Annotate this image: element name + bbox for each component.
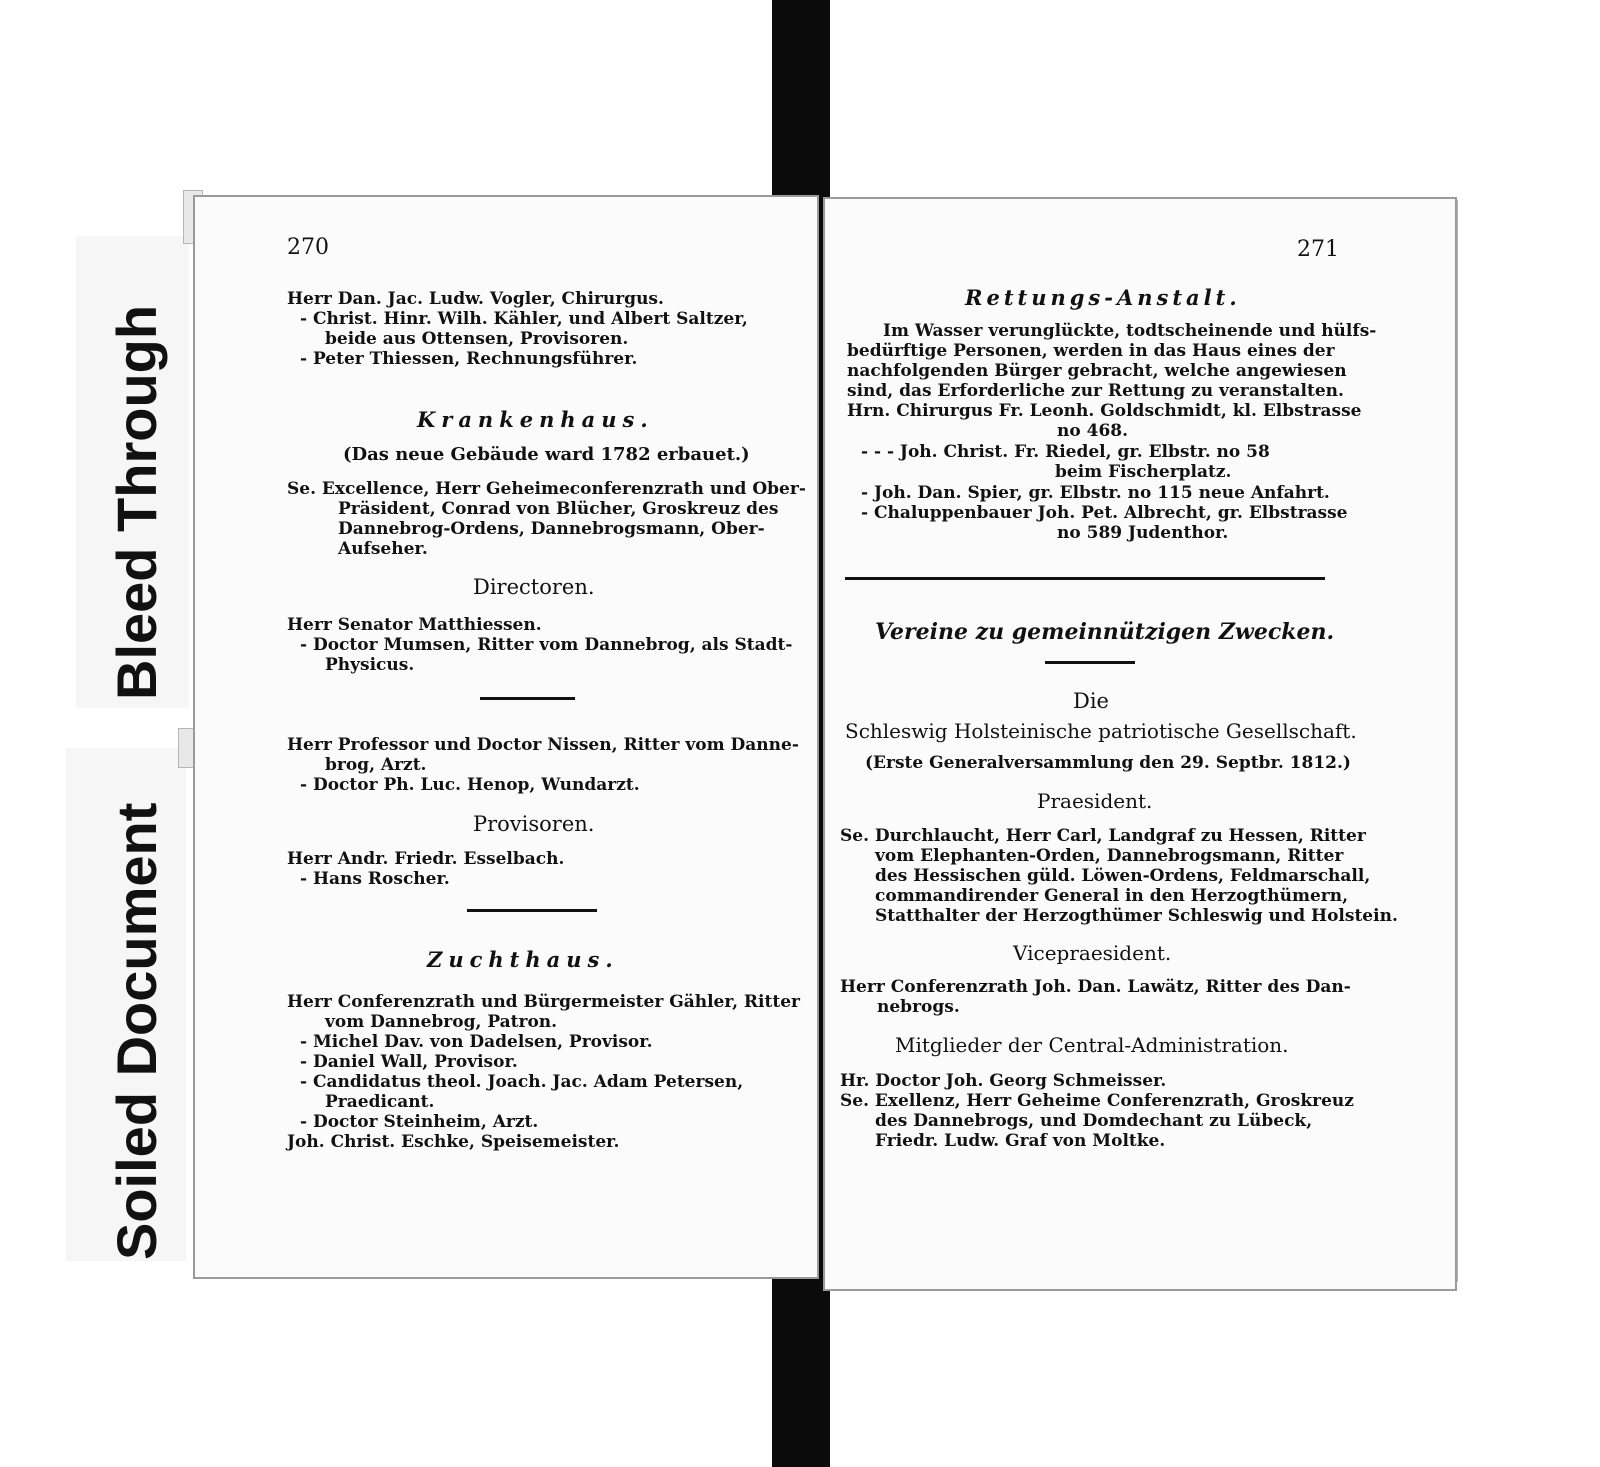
section-title-provisoren: Provisoren. <box>473 812 595 836</box>
text-line: Hr. Doctor Joh. Georg Schmeisser. <box>840 1071 1167 1091</box>
text-line: Physicus. <box>325 655 415 675</box>
text-line: - Michel Dav. von Dadelsen, Provisor. <box>300 1032 653 1052</box>
soiled-document-label: Soiled Document <box>105 802 168 1260</box>
text-line: nebrogs. <box>877 997 960 1017</box>
text-line: - Doctor Steinheim, Arzt. <box>300 1112 539 1132</box>
text-line: no 589 Judenthor. <box>1057 523 1229 543</box>
text-line: Se. Durchlaucht, Herr Carl, Landgraf zu Hessen, Ritter <box>840 826 1366 846</box>
text-line: - Christ. Hinr. Wilh. Kähler, und Albert Saltzer, <box>300 309 748 329</box>
section-title-directoren: Directoren. <box>473 575 595 599</box>
bleed-through-label: Bleed Through <box>105 304 168 700</box>
section-title-krankenhaus: Krankenhaus. <box>417 407 654 432</box>
text-line: Herr Dan. Jac. Ludw. Vogler, Chirurgus. <box>287 289 664 309</box>
text-line: - Doctor Mumsen, Ritter vom Dannebrog, als Stadt- <box>300 635 793 655</box>
text-line: - - - Joh. Christ. Fr. Riedel, gr. Elbstr. no 58 <box>861 442 1270 462</box>
text-line: - Daniel Wall, Provisor. <box>300 1052 518 1072</box>
text-line: beide aus Ottensen, Provisoren. <box>325 329 629 349</box>
text-line: Herr Senator Matthiessen. <box>287 615 542 635</box>
section-divider <box>1045 661 1135 664</box>
page-number: 271 <box>1297 237 1339 262</box>
text-line: - Doctor Ph. Luc. Henop, Wundarzt. <box>300 775 640 795</box>
section-title-vereine: Vereine zu gemeinnützigen Zwecken. <box>875 619 1335 645</box>
text-line: Herr Andr. Friedr. Esselbach. <box>287 849 565 869</box>
text-line: des Dannebrogs, und Domdechant zu Lübeck, <box>875 1111 1313 1131</box>
text-line: nachfolgenden Bürger gebracht, welche angewiesen <box>847 361 1347 381</box>
text-line: - Joh. Dan. Spier, gr. Elbstr. no 115 neue Anfahrt. <box>861 483 1330 503</box>
society-name: Schleswig Holsteinische patriotische Gesellschaft. <box>845 719 1357 743</box>
text-line: beim Fischerplatz. <box>1055 462 1232 482</box>
text-line: - Hans Roscher. <box>300 869 450 889</box>
text-line: des Hessischen güld. Löwen-Ordens, Feldmarschall, <box>875 866 1371 886</box>
section-title-rettungs-anstalt: Rettungs-Anstalt. <box>965 285 1241 310</box>
section-note: (Erste Generalversammlung den 29. Septbr. 1812.) <box>865 753 1351 773</box>
section-divider <box>480 697 575 700</box>
text-line: Se. Exellenz, Herr Geheime Conferenzrath, Groskreuz <box>840 1091 1354 1111</box>
text-line: commandirender General in den Herzogthümern, <box>875 886 1348 906</box>
text-line: - Chaluppenbauer Joh. Pet. Albrecht, gr. Elbstrasse <box>861 503 1348 523</box>
text-line: Se. Excellence, Herr Geheimeconferenzrath und Ober- <box>287 479 806 499</box>
section-divider <box>467 909 597 912</box>
section-title-mitglieder: Mitglieder der Central-Administration. <box>895 1033 1289 1057</box>
text-line: - Candidatus theol. Joach. Jac. Adam Petersen, <box>300 1072 744 1092</box>
text-line: bedürftige Personen, werden in das Haus eines der <box>847 341 1335 361</box>
text-line: sind, das Erforderliche zur Rettung zu veranstalten. <box>847 381 1344 401</box>
text-line: Im Wasser verunglückte, todtscheinende und hülfs- <box>883 321 1377 341</box>
text-line: - Peter Thiessen, Rechnungsführer. <box>300 349 638 369</box>
text-line: Friedr. Ludw. Graf von Moltke. <box>875 1131 1166 1151</box>
right-page <box>823 197 1457 1291</box>
text-line: Praedicant. <box>325 1092 435 1112</box>
text-line: Herr Conferenzrath Joh. Dan. Lawätz, Ritter des Dan- <box>840 977 1351 997</box>
text-line: Statthalter der Herzogthümer Schleswig und Holstein. <box>875 906 1398 926</box>
text-line: no 468. <box>1057 421 1129 441</box>
section-title-vicepraesident: Vicepraesident. <box>1013 941 1172 965</box>
page-number: 270 <box>287 235 329 260</box>
section-title-praesident: Praesident. <box>1037 789 1153 813</box>
text-line: Hrn. Chirurgus Fr. Leonh. Goldschmidt, kl. Elbstrasse <box>847 401 1362 421</box>
text-line: Präsident, Conrad von Blücher, Groskreuz des <box>338 499 779 519</box>
text-line: Aufseher. <box>338 539 428 559</box>
section-note: (Das neue Gebäude ward 1782 erbauet.) <box>343 444 750 465</box>
text-line: brog, Arzt. <box>325 755 427 775</box>
text-line: Joh. Christ. Eschke, Speisemeister. <box>287 1132 620 1152</box>
text-line: vom Elephanten-Orden, Dannebrogsmann, Ritter <box>875 846 1344 866</box>
text-line: Dannebrog-Ordens, Dannebrogsmann, Ober- <box>338 519 765 539</box>
section-title-zuchthaus: Zuchthaus. <box>427 947 619 972</box>
left-page <box>193 195 819 1279</box>
section-divider <box>845 577 1325 580</box>
text-line: vom Dannebrog, Patron. <box>325 1012 558 1032</box>
society-prefix: Die <box>1073 689 1109 713</box>
text-line: Herr Conferenzrath und Bürgermeister Gähler, Ritter <box>287 992 800 1012</box>
text-line: Herr Professor und Doctor Nissen, Ritter vom Danne- <box>287 735 799 755</box>
